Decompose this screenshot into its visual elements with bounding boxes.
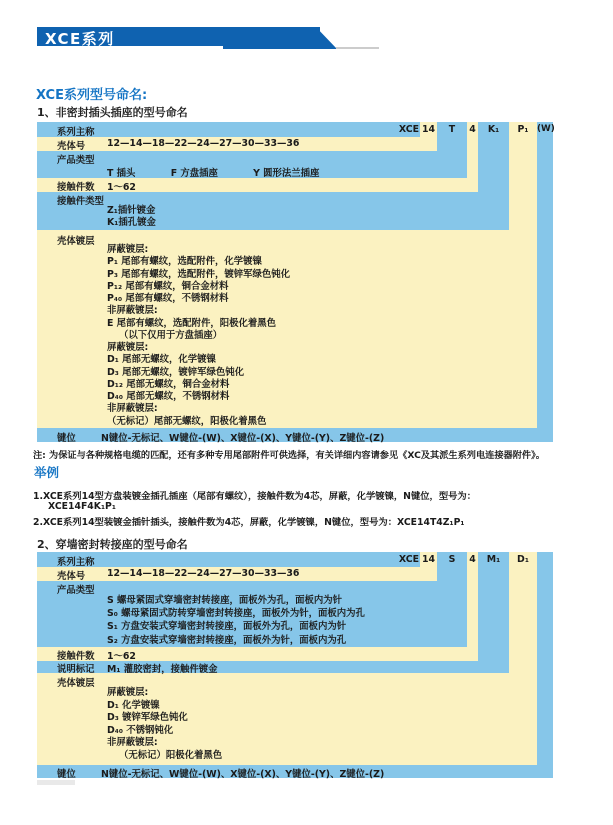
example-2-text: 2.XCE系列14型装镀金插针插头，接触件数为4芯，屏蔽，化学镀镍，N键位，型号为：XCE14T4Z₁P₁ bbox=[33, 517, 465, 528]
row-label-series: 系列主称 bbox=[57, 557, 95, 568]
plating-line: D₄₀ 不锈钢钝化 bbox=[107, 724, 174, 736]
plating-line: D₃ 尾部无螺纹，镀锌军绿色钝化 bbox=[107, 366, 245, 378]
code-part-product: S bbox=[448, 554, 456, 565]
row-value-keyway: N键位-无标记、W键位-(W)、X键位-(X)、Y键位-(Y)、Z键位-(Z) bbox=[101, 769, 385, 780]
row-label-mark: 说明标记 bbox=[57, 664, 95, 675]
code-part-series: XCE bbox=[398, 124, 419, 135]
row-value-shell-sizes: 12—14—18—22—24—27—30—33—36 bbox=[107, 138, 300, 149]
row-value-mark: M₁ 灌胶密封，接触件镀金 bbox=[107, 664, 218, 675]
note-text: 注: 为保证与各种规格电缆的匹配，还有多种专用尾部附件可供选择，有关详细内容请参见《XC及其派生系列电连接器附件》。 bbox=[33, 450, 545, 461]
code-part-series: XCE bbox=[398, 554, 419, 565]
row-label-shell-plating: 壳体镀层 bbox=[57, 236, 95, 247]
product-line-s: S 螺母紧固式穿墙密封转接座，面板外为孔，面板内为针 bbox=[107, 595, 343, 606]
plating-line: 屏蔽镀层: bbox=[107, 244, 149, 255]
row-label-shell-plating: 壳体镀层 bbox=[57, 678, 95, 689]
contact-type-socket: K₁插孔镀金 bbox=[107, 217, 156, 229]
plating-line: （无标记）阳极化着黑色 bbox=[119, 749, 223, 761]
code-part-count: 4 bbox=[469, 554, 476, 565]
row-label-keyway: 键位 bbox=[57, 769, 76, 780]
code-part-keyway bbox=[537, 553, 553, 566]
plating-line: 非屏蔽镀层: bbox=[107, 737, 158, 749]
row-label-keyway: 键位 bbox=[57, 433, 76, 444]
plating-line: P₄₀ 尾部有螺纹，不锈钢材料 bbox=[107, 293, 229, 304]
code-part-contact: K₁ bbox=[487, 124, 500, 135]
section2-heading: 2、穿墙密封转接座的型号命名 bbox=[37, 538, 188, 551]
product-line-s2: S₂ 方盘安装式穿墙密封转接座，面板外为针，面板内为孔 bbox=[107, 634, 347, 646]
plating-line: P₁ 尾部有螺纹，选配附件，化学镀镍 bbox=[107, 256, 262, 268]
product-line-s1: S₁ 方盘安装式穿墙密封转接座，面板外为孔，面板内为针 bbox=[107, 621, 347, 633]
row-value-contact-count: 1～62 bbox=[107, 182, 136, 193]
row-value-contact-count: 1～62 bbox=[107, 651, 136, 662]
plating-line: （以下仅用于方盘插座） bbox=[119, 329, 223, 341]
plating-line: D₁ 化学镀镍 bbox=[107, 699, 160, 711]
plating-line: 屏蔽镀层: bbox=[107, 687, 149, 698]
plating-line: D₃ 镀锌军绿色钝化 bbox=[107, 712, 188, 724]
product-line-s0: S₀ 螺母紧固式防转穿墙密封转接座，面板外为针，面板内为孔 bbox=[107, 608, 365, 620]
scan-artifact bbox=[37, 780, 75, 785]
row-label-shell: 壳体号 bbox=[57, 571, 86, 582]
row-value-keyway: N键位-无标记、W键位-(W)、X键位-(X)、Y键位-(Y)、Z键位-(Z) bbox=[101, 433, 385, 444]
example-1-text: 1.XCE系列14型方盘装镀金插孔插座（尾部有螺纹），接触件数为4芯，屏蔽，化学镀镍，N键位，型号为： bbox=[33, 491, 477, 502]
examples-heading: 举例 bbox=[34, 465, 60, 480]
plating-line: D₁₂ 尾部无螺纹，铜合金材料 bbox=[107, 378, 230, 390]
code-part-shell: 14 bbox=[421, 554, 436, 565]
naming-table-sealed-adapter bbox=[37, 552, 553, 778]
row-label-shell: 壳体号 bbox=[57, 141, 86, 152]
plating-line: E 尾部有螺纹，选配附件，阳极化着黑色 bbox=[107, 317, 277, 329]
row-label-contact-type: 接触件类型 bbox=[57, 196, 104, 207]
product-item-round-flange-socket: Y 圆形法兰插座 bbox=[253, 168, 320, 179]
code-part-count: 4 bbox=[469, 124, 476, 135]
example-1-model: XCE14F4K₁P₁ bbox=[48, 501, 116, 512]
plating-line: （无标记）尾部无螺纹，阳极化着黑色 bbox=[107, 415, 267, 427]
product-item-square-socket: F 方盘插座 bbox=[170, 168, 218, 179]
product-type-lines bbox=[107, 594, 365, 647]
plating-line: D₁ 尾部无螺纹，化学镀镍 bbox=[107, 354, 216, 366]
plating-line: 非屏蔽镀层: bbox=[107, 403, 158, 415]
product-item-plug: T 插头 bbox=[107, 168, 136, 179]
banner-title: XCE系列 bbox=[45, 30, 115, 48]
row-label-contact-count: 接触件数 bbox=[57, 182, 95, 193]
naming-table-nonsealed bbox=[37, 122, 553, 442]
shell-plating-lines bbox=[107, 687, 222, 763]
row-label-contact-count: 接触件数 bbox=[57, 651, 95, 662]
code-part-mark: M₁ bbox=[486, 554, 501, 565]
code-part-shell: 14 bbox=[421, 124, 436, 135]
banner-underline bbox=[336, 47, 379, 49]
shell-plating-lines bbox=[107, 244, 290, 428]
row-label-product-type: 产品类型 bbox=[57, 155, 95, 166]
row-value-shell-sizes: 12—14—18—22—24—27—30—33—36 bbox=[107, 568, 300, 579]
contact-type-lines bbox=[107, 205, 156, 230]
row-label-product-type: 产品类型 bbox=[57, 585, 95, 596]
section1-heading: 1、非密封插头插座的型号命名 bbox=[37, 106, 188, 119]
plating-line: 屏蔽镀层: bbox=[107, 342, 149, 353]
plating-line: D₄₀ 尾部无螺纹，不锈钢材料 bbox=[107, 391, 230, 402]
plating-line: P₁₂ 尾部有螺纹，铜合金材料 bbox=[107, 280, 229, 292]
plating-line: P₃ 尾部有螺纹，选配附件，镀锌军绿色钝化 bbox=[107, 268, 290, 280]
product-type-items bbox=[107, 165, 351, 179]
page-title: XCE系列型号命名: bbox=[36, 88, 148, 103]
plating-line: 非屏蔽镀层: bbox=[107, 305, 158, 317]
code-part-keyway: (W) bbox=[537, 124, 555, 134]
code-part-product: T bbox=[448, 124, 456, 135]
code-part-plating: P₁ bbox=[517, 124, 529, 135]
contact-type-pin: Z₁插针镀金 bbox=[107, 205, 156, 216]
code-part-plating: D₁ bbox=[517, 554, 529, 565]
row-label-series: 系列主称 bbox=[57, 127, 95, 138]
